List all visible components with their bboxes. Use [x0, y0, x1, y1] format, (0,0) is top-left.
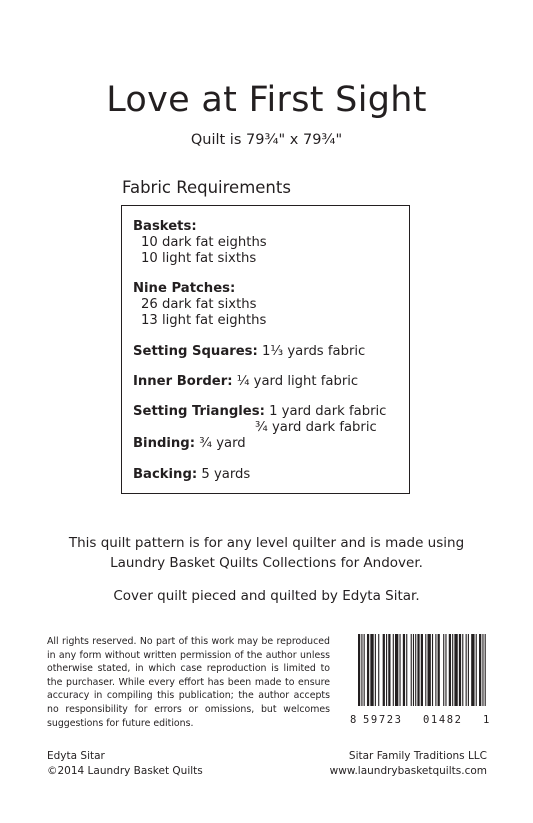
barcode-bar — [375, 634, 376, 706]
baskets-group — [133, 219, 267, 267]
barcode-group-right: 01482 — [423, 714, 463, 726]
binding-row — [133, 436, 246, 452]
fabric-requirements-heading: Fabric Requirements — [122, 178, 291, 197]
barcode-bar — [476, 634, 477, 706]
barcode-bar — [479, 634, 481, 706]
page-title: Love at First Sight — [106, 80, 427, 120]
copyright-notice: All rights reserved. No part of this work may be reproduced in any form without written permission of the author unless otherwise stated, in which case reproduction is limited to the purchaser. While every effort has been made to ensure accuracy in compiling this publication; the author accepts no responsibility for errors or omissions, but welcomes suggestions for future editions. — [47, 636, 330, 729]
barcode-bar — [370, 634, 373, 706]
barcode-bar — [459, 634, 461, 706]
author-name: Edyta Sitar — [47, 750, 105, 762]
barcode-bar — [462, 634, 463, 706]
setting-triangles-label: Setting Triangles: — [133, 404, 265, 419]
footer-author — [47, 749, 203, 778]
setting-triangles-row — [133, 404, 386, 436]
baskets-line-1: 10 dark fat eighths — [141, 235, 267, 250]
nine-patches-label: Nine Patches: — [133, 281, 236, 296]
setting-squares-label: Setting Squares: — [133, 344, 258, 359]
barcode-bar — [468, 634, 469, 706]
setting-squares-value: 1⅓ yards fabric — [262, 344, 366, 359]
barcode-bar — [388, 634, 390, 706]
barcode-bar — [445, 634, 446, 706]
inner-border-row — [133, 374, 358, 390]
barcode-bar — [449, 634, 451, 706]
barcode-bar — [435, 634, 436, 706]
backing-row — [133, 467, 250, 483]
barcode-bar — [443, 634, 444, 706]
backing-value: 5 yards — [201, 467, 251, 482]
barcode-bar — [399, 634, 400, 706]
barcode-bar — [358, 634, 360, 706]
barcode-bar — [367, 634, 369, 706]
barcode-bar — [432, 634, 433, 706]
copyright-line: ©2014 Laundry Basket Quilts — [47, 764, 203, 777]
nine-patches-group — [133, 281, 266, 329]
barcode-bar — [454, 634, 457, 706]
binding-value: ¾ yard — [199, 436, 246, 451]
barcode-bar — [471, 634, 474, 706]
barcode-bar — [438, 634, 440, 706]
cover-credit: Cover quilt pieced and quilted by Edyta Sitar. — [113, 588, 420, 604]
barcode-bar — [452, 634, 453, 706]
barcode-bar — [411, 634, 412, 706]
baskets-label: Baskets: — [133, 219, 197, 234]
setting-triangles-value-2: ¾ yard dark fabric — [255, 420, 377, 435]
barcode-bar — [421, 634, 423, 706]
barcode-bar — [427, 634, 430, 706]
barcode-bar — [378, 634, 379, 706]
description-line-2: Laundry Basket Quilts Collections for Andover. — [110, 555, 423, 571]
description-line-1: This quilt pattern is for any level quilter and is made using — [68, 535, 465, 551]
fabric-requirements-box — [121, 205, 410, 494]
inner-border-value: ¼ yard light fabric — [236, 374, 359, 389]
barcode-bar — [485, 634, 486, 706]
baskets-line-2: 10 light fat sixths — [141, 251, 257, 266]
nine-patches-line-1: 26 dark fat sixths — [141, 297, 257, 312]
setting-triangles-value: 1 yard dark fabric — [269, 404, 387, 419]
barcode-bar — [386, 634, 387, 706]
backing-label: Backing: — [133, 467, 198, 482]
barcode-bar — [406, 634, 407, 706]
pattern-description — [0, 533, 533, 573]
quilt-size: Quilt is 79¾" x 79¾" — [190, 132, 343, 148]
website-link[interactable]: www.laundrybasketquilts.com — [329, 764, 487, 777]
barcode-bar — [466, 634, 467, 706]
inner-border-label: Inner Border: — [133, 374, 233, 389]
barcode-bar — [403, 634, 405, 706]
barcode-bar — [383, 634, 385, 706]
barcode-bar — [393, 634, 394, 706]
footer-company — [330, 749, 487, 778]
barcode-bar — [395, 634, 398, 706]
setting-squares-row — [133, 344, 365, 360]
barcode-bar — [482, 634, 483, 706]
binding-label: Binding: — [133, 436, 196, 451]
barcode-bar — [413, 634, 414, 706]
barcode-bar — [364, 634, 365, 706]
barcode-graphic — [358, 634, 488, 706]
barcode-bar — [417, 634, 419, 706]
barcode-digit-first: 8 — [350, 714, 357, 726]
barcode-group-left: 59723 — [363, 714, 403, 726]
barcode-bar — [415, 634, 416, 706]
barcode-bar — [425, 634, 426, 706]
nine-patches-line-2: 13 light fat eighths — [141, 313, 267, 328]
barcode-bar — [361, 634, 362, 706]
company-name: Sitar Family Traditions LLC — [348, 750, 487, 762]
barcode-digit-last: 1 — [483, 714, 490, 726]
